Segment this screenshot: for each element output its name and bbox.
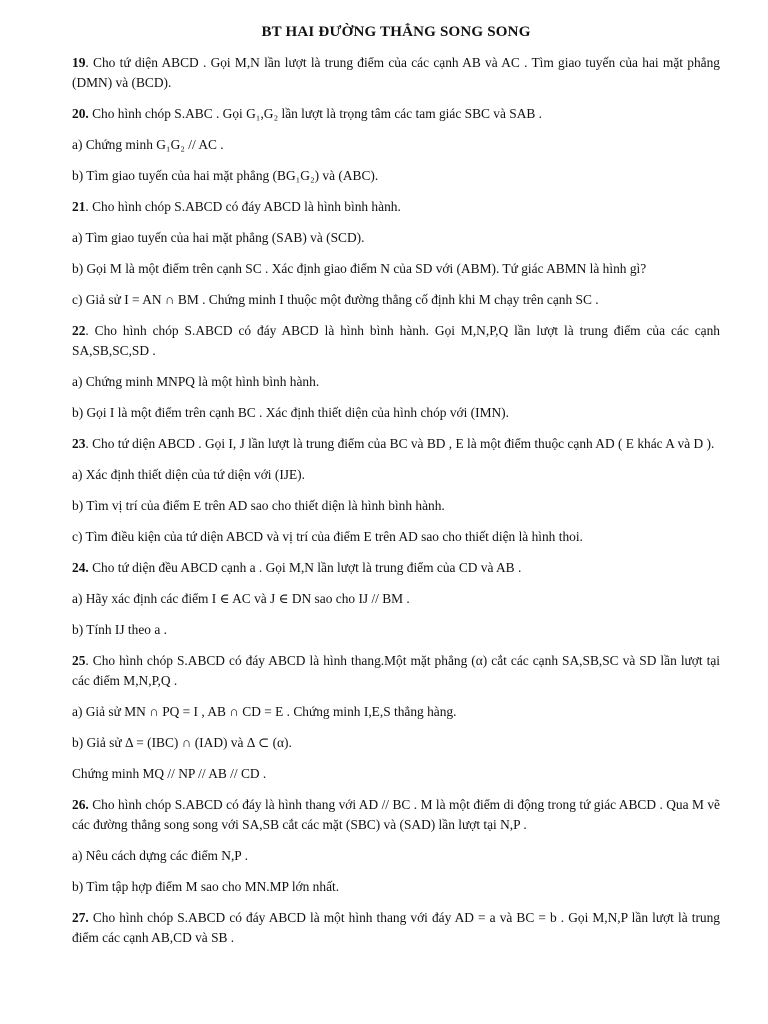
exercise-text: c) Giả sử I = AN ∩ BM . Chứng minh I thuộc một đường thẳng cố định khi M chạy trên cạnh SC .: [72, 292, 599, 307]
exercise-text: b) Tính IJ theo a .: [72, 622, 167, 637]
exercise-heading-line: [72, 795, 720, 835]
exercise-number: 19: [72, 55, 86, 70]
exercise-heading-line: [72, 53, 720, 93]
exercise-text-line: [72, 589, 720, 609]
exercise-heading-line: [72, 651, 720, 691]
exercise-number: 20.: [72, 106, 89, 121]
exercise-text-line: [72, 259, 720, 279]
exercise-text: a) Nêu cách dựng các điểm N,P .: [72, 848, 248, 863]
exercise-text-line: [72, 372, 720, 392]
exercise-text-line: [72, 290, 720, 310]
exercise-heading-line: [72, 104, 720, 124]
exercise-text-line: [72, 496, 720, 516]
exercise-list: [72, 53, 720, 948]
exercise-text: a) Xác định thiết diện của tứ diện với (IJE).: [72, 467, 305, 482]
exercise-text-line: [72, 877, 720, 897]
exercise-heading-line: [72, 197, 720, 217]
exercise-number: 26.: [72, 797, 89, 812]
exercise-text-line: [72, 166, 720, 186]
exercise-text: b) Gọi I là một điểm trên cạnh BC . Xác định thiết diện của hình chóp với (IMN).: [72, 405, 509, 420]
exercise-text: a) Chứng minh G₁G₂ // AC .: [72, 137, 224, 152]
exercise-text-line: [72, 403, 720, 423]
exercise-heading-line: [72, 434, 720, 454]
exercise-heading-line: [72, 321, 720, 361]
exercise-text-line: [72, 620, 720, 640]
exercise-text: . Cho hình chóp S.ABCD có đáy ABCD là hình thang.Một mặt phẳng (α) cắt các cạnh SA,SB,SC và SD lần lượt tại các điểm M,N,P,Q .: [72, 653, 720, 688]
exercise-text-line: [72, 764, 720, 784]
exercise-text: b) Gọi M là một điểm trên cạnh SC . Xác định giao điểm N của SD với (ABM). Tứ giác ABMN là hình gì?: [72, 261, 647, 276]
exercise-number: 25: [72, 653, 86, 668]
exercise-text: c) Tìm điều kiện của tứ diện ABCD và vị trí của điểm E trên AD sao cho thiết diện là hình thoi.: [72, 529, 583, 544]
exercise-text: . Cho hình chóp S.ABCD có đáy ABCD là hình bình hành. Gọi M,N,P,Q lần lượt là trung điểm của các cạnh SA,SB,SC,SD .: [72, 323, 720, 358]
exercise-number: 22: [72, 323, 86, 338]
exercise-text: a) Hãy xác định các điểm I ∈ AC và J ∈ DN sao cho IJ // BM .: [72, 591, 410, 606]
exercise-number: 24.: [72, 560, 89, 575]
exercise-text: . Cho tứ diện ABCD . Gọi M,N lần lượt là trung điểm của các cạnh AB và AC . Tìm giao tuyến của hai mặt phẳng (DMN) và (BCD).: [72, 55, 720, 90]
exercise-text: Cho tứ diện đều ABCD cạnh a . Gọi M,N lần lượt là trung điểm của CD và AB .: [88, 560, 522, 575]
exercise-text: . Cho hình chóp S.ABCD có đáy ABCD là hình bình hành.: [85, 199, 401, 214]
exercise-text: b) Tìm tập hợp điểm M sao cho MN.MP lớn nhất.: [72, 879, 340, 894]
exercise-text: Cho hình chóp S.ABCD có đáy là hình thang với AD // BC . M là một điểm di động trong tứ giác ABCD . Qua M vẽ các đường thẳng song song với SA,SB cắt các mặt (SBC) và (SAD) lần lượt tại N,P .: [72, 797, 720, 832]
exercise-text-line: [72, 465, 720, 485]
exercise-heading-line: [72, 558, 720, 578]
exercise-text-line: [72, 733, 720, 753]
exercise-text: . Cho tứ diện ABCD . Gọi I, J lần lượt là trung điểm của BC và BD , E là một điểm thuộc cạnh AD ( E khác A và D ).: [85, 436, 715, 451]
exercise-text: a) Tìm giao tuyến của hai mặt phẳng (SAB) và (SCD).: [72, 230, 365, 245]
exercise-heading-line: [72, 908, 720, 948]
exercise-text-line: [72, 135, 720, 155]
exercise-text-line: [72, 846, 720, 866]
exercise-text: Cho hình chóp S.ABC . Gọi G₁,G₂ lần lượt là trọng tâm các tam giác SBC và SAB .: [88, 106, 543, 121]
exercise-number: 23: [72, 436, 86, 451]
exercise-text: b) Tìm giao tuyến của hai mặt phẳng (BG₁G₂) và (ABC).: [72, 168, 379, 183]
page-title: BT HAI ĐƯỜNG THẲNG SONG SONG: [261, 24, 531, 40]
exercise-number: 27.: [72, 910, 89, 925]
exercise-text: b) Tìm vị trí của điểm E trên AD sao cho thiết diện là hình bình hành.: [72, 498, 445, 513]
exercise-text: a) Giả sử MN ∩ PQ = I , AB ∩ CD = E . Chứng minh I,E,S thẳng hàng.: [72, 704, 457, 719]
exercise-text: Chứng minh MQ // NP // AB // CD .: [72, 766, 267, 781]
exercise-text-line: [72, 702, 720, 722]
exercise-text: Cho hình chóp S.ABCD có đáy ABCD là một hình thang với đáy AD = a và BC = b . Gọi M,N,P lần lượt là trung điểm các cạnh AB,CD và SB .: [72, 910, 720, 945]
exercise-text-line: [72, 228, 720, 248]
exercise-text: a) Chứng minh MNPQ là một hình bình hành.: [72, 374, 320, 389]
exercise-text: b) Giả sử Δ = (IBC) ∩ (IAD) và Δ ⊂ (α).: [72, 735, 292, 750]
exercise-number: 21: [72, 199, 86, 214]
exercise-text-line: [72, 527, 720, 547]
